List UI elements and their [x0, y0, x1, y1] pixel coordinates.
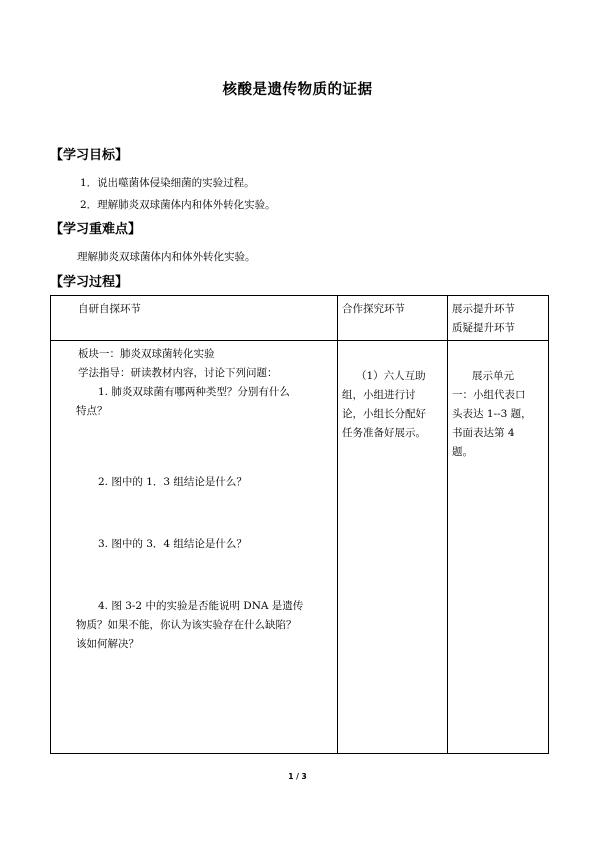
- page-number: 1 / 3: [288, 772, 307, 781]
- goals-heading: 【学习目标】: [50, 148, 129, 163]
- question-4: 4. 图 3-2 中的实验是否能说明 DNA 是遗传: [98, 600, 304, 612]
- show-text: 头表达 1--3 题，: [452, 408, 532, 420]
- page-title: 核酸是遗传物质的证据: [222, 82, 373, 98]
- header-cooperation: 合作探究环节: [342, 303, 405, 315]
- show-text: 题。: [452, 446, 473, 458]
- self-study-cell: [51, 341, 338, 754]
- cooperation-text: 组，小组进行讨: [342, 389, 416, 401]
- table-body-row: [51, 341, 549, 754]
- learning-process-table: [50, 295, 549, 754]
- table-header-row: [51, 296, 549, 341]
- header-cell-show: [448, 296, 549, 341]
- question-3: 3. 图中的 3．4 组结论是什么？: [98, 538, 247, 550]
- cooperation-text: 论，小组长分配好: [342, 408, 426, 420]
- cooperation-text: 任务准备好展示。: [342, 427, 426, 439]
- header-cell-cooperation: [338, 296, 448, 341]
- show-text: 展示单元: [472, 370, 514, 382]
- header-show: 展示提升环节: [452, 303, 515, 315]
- process-heading: 【学习过程】: [50, 275, 129, 290]
- show-text: 一：小组代表口: [452, 389, 526, 401]
- goal-item: 1．说出噬菌体侵染细菌的实验过程。: [80, 177, 255, 189]
- key-points-text: 理解肺炎双球菌体内和体外转化实验。: [77, 251, 256, 263]
- header-self-study: 自研自探环节: [78, 303, 141, 315]
- cooperation-cell: [338, 341, 448, 754]
- question-1: 1. 肺炎双球菌有哪两种类型？分别有什么: [98, 386, 290, 398]
- header-cell-self-study: [51, 296, 338, 341]
- question-4-cont: 物质？如果不能，你认为该实验存在什么缺陷？: [76, 619, 297, 631]
- question-4-cont: 该如何解决？: [76, 638, 139, 650]
- goal-item: 2．理解肺炎双球菌体内和体外转化实验。: [80, 199, 276, 211]
- show-text: 书面表达第 4: [452, 427, 515, 439]
- question-1-cont: 特点？: [76, 405, 108, 417]
- key-points-heading: 【学习重难点】: [50, 222, 142, 237]
- header-question: 质疑提升环节: [452, 322, 515, 334]
- block-title: 板块一：肺炎双球菌转化实验: [78, 348, 215, 360]
- method-guide: 学法指导：研读教材内容，讨论下列问题：: [78, 367, 278, 379]
- cooperation-text: （1）六人互助: [356, 370, 426, 382]
- show-cell: [448, 341, 549, 754]
- question-2: 2. 图中的 1．3 组结论是什么？: [98, 476, 247, 488]
